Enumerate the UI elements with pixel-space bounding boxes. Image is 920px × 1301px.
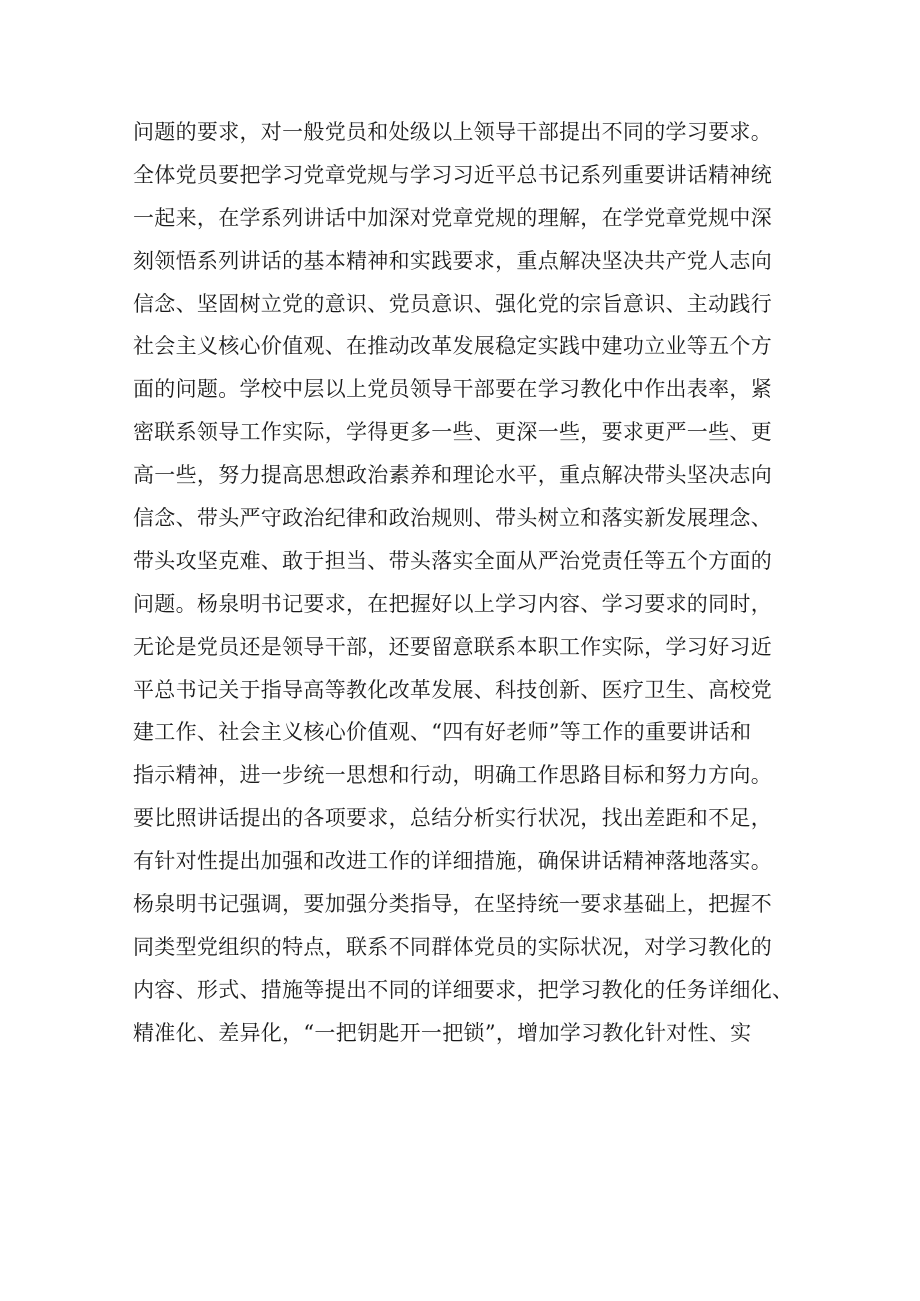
text-line: 问题的要求，对一般党员和处级以上领导干部提出不同的学习要求。 [133, 120, 772, 144]
text-line: 信念、坚固树立党的意识、党员意识、强化党的宗旨意识、主动践行 [133, 291, 772, 316]
text-line: 一起来，在学系列讲话中加深对党章党规的理解，在学党章党规中深 [133, 205, 772, 230]
text-line: 同类型党组织的特点，联系不同群体党员的实际状况，对学习教化的 [133, 934, 772, 959]
text-line: 全体党员要把学习党章党规与学习习近平总书记系列重要讲话精神统 [133, 162, 772, 187]
text-line: 刻领悟系列讲话的基本精神和实践要求，重点解决坚决共产党人志向 [133, 248, 772, 273]
text-line: 指示精神，进一步统一思想和行动，明确工作思路目标和努力方向。 [133, 763, 772, 788]
text-line: 内容、形式、措施等提出不同的详细要求，把学习教化的任务详细化、 [133, 977, 794, 1002]
text-line: 面的问题。学校中层以上党员领导干部要在学习教化中作出表率，紧 [133, 377, 772, 402]
text-line: 带头攻坚克难、敢于担当、带头落实全面从严治党责任等五个方面的 [133, 548, 772, 573]
text-line: 平总书记关于指导高等教化改革发展、科技创新、医疗卫生、高校党 [133, 677, 772, 702]
body-text [133, 111, 813, 1055]
text-line: 密联系领导工作实际，学得更多一些、更深一些，要求更严一些、更 [133, 420, 772, 445]
text-line: 有针对性提出加强和改进工作的详细措施，确保讲话精神落地落实。 [133, 849, 772, 874]
text-line: 建工作、社会主义核心价值观、“四有好老师”等工作的重要讲话和 [133, 720, 752, 745]
text-line: 无论是党员还是领导干部，还要留意联系本职工作实际，学习好习近 [133, 634, 772, 659]
text-line: 问题。杨泉明书记要求，在把握好以上学习内容、学习要求的同时， [133, 591, 772, 616]
text-line: 要比照讲话提出的各项要求，总结分析实行状况，找出差距和不足， [133, 806, 772, 831]
text-line: 精准化、差异化，“一把钥匙开一把锁”，增加学习教化针对性、实 [133, 1020, 752, 1045]
text-line: 高一些，努力提高思想政治素养和理论水平，重点解决带头坚决志向 [133, 463, 772, 488]
text-line: 社会主义核心价值观、在推动改革发展稳定实践中建功立业等五个方 [133, 334, 772, 359]
text-line: 信念、带头严守政治纪律和政治规则、带头树立和落实新发展理念、 [133, 506, 772, 531]
text-line: 杨泉明书记强调，要加强分类指导，在坚持统一要求基础上，把握不 [133, 892, 772, 917]
